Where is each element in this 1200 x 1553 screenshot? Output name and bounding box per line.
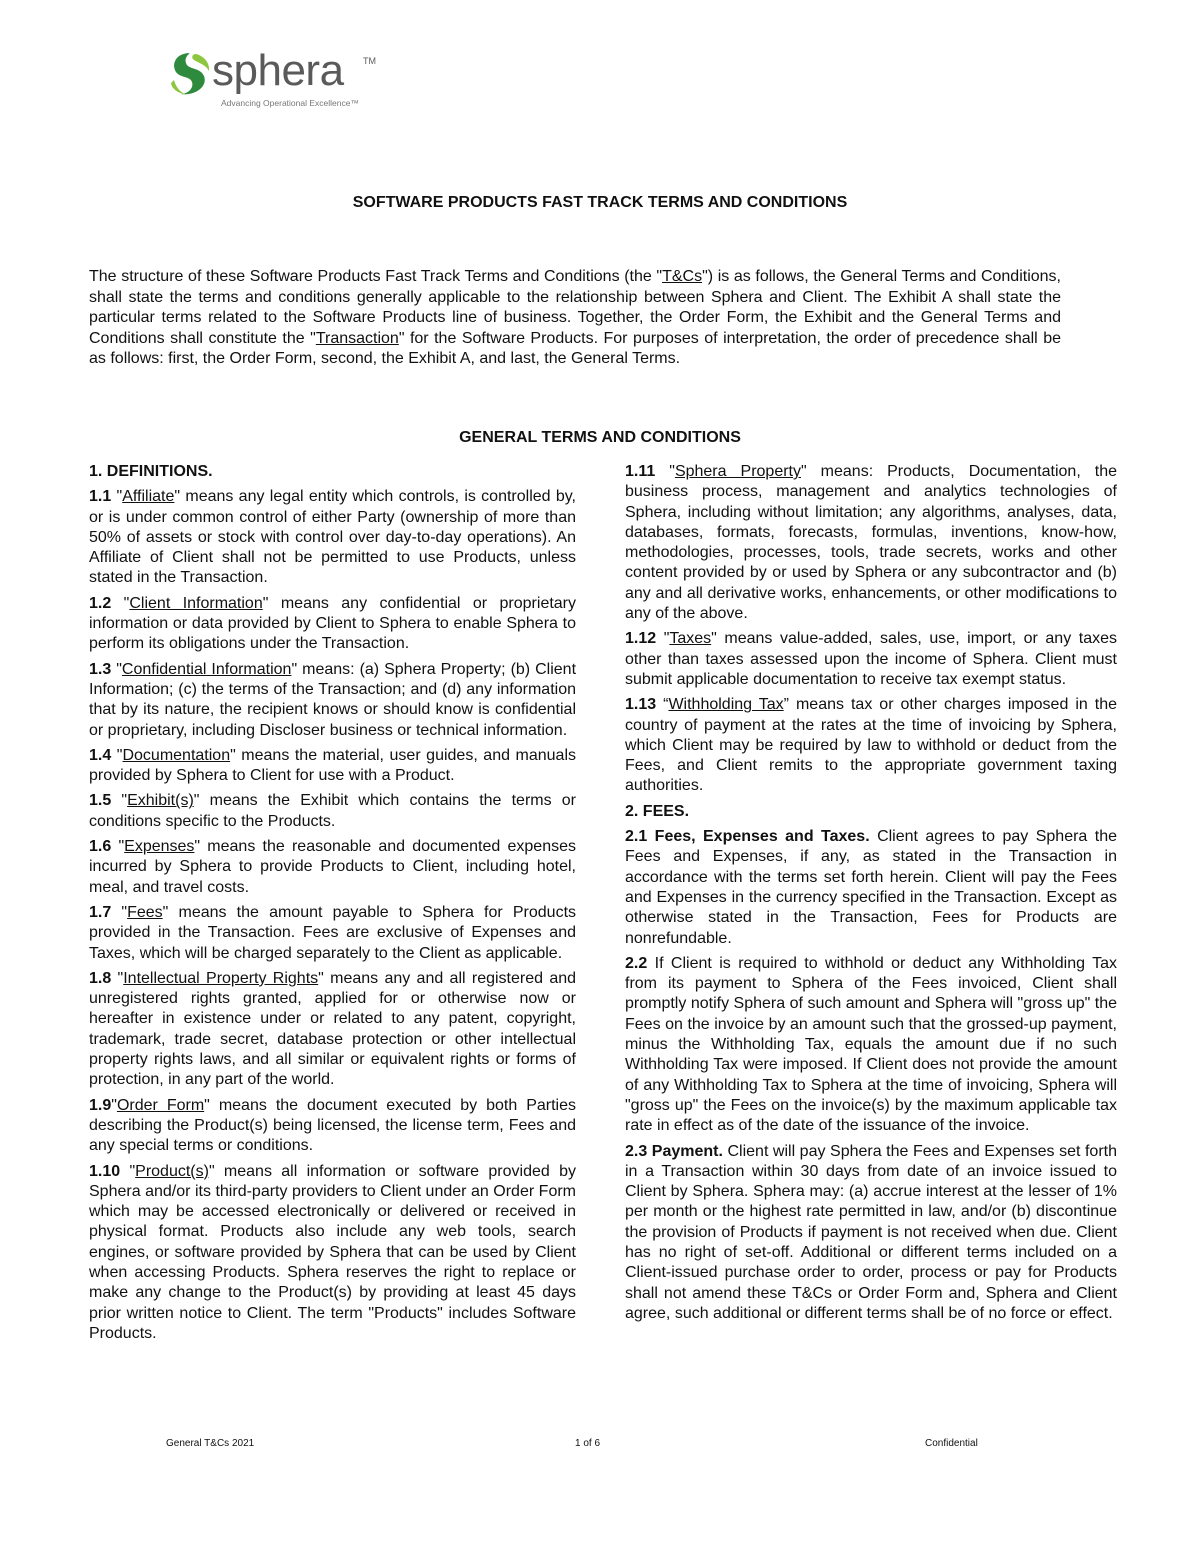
clause-quote: " bbox=[111, 660, 122, 678]
definition-clause bbox=[89, 487, 576, 588]
definition-clause bbox=[625, 695, 1117, 796]
intro-text-2: ") is as follows, the General Terms and Conditions, shall state the terms and conditions generally applicable to the relationship between Sphera and Client. The Exhibit A shall state the particular terms related to the Software Products line of business. Together, the Order Form, the Exhibit and the General Terms and Conditions shall constitute the " bbox=[89, 268, 1062, 347]
defined-term: Order Form bbox=[116, 1096, 205, 1114]
definition-clause bbox=[89, 969, 576, 1091]
definition-clause bbox=[89, 746, 576, 787]
clause-number: 1.9 bbox=[89, 1096, 112, 1114]
defined-term: Documentation bbox=[122, 746, 231, 764]
fees-clause bbox=[625, 954, 1117, 1137]
clause-quote: " bbox=[111, 792, 128, 810]
clause-text: " means any confidential or proprietary information or data provided by Client to Sphera to enable Sphera to perform its obligations under the Transaction. bbox=[89, 594, 577, 653]
clause-number: 2.3 bbox=[625, 1142, 648, 1160]
defined-term: Confidential Information bbox=[121, 660, 292, 678]
clause-text: " means: (a) Sphera Property; (b) Client Information; (c) the terms of the Transaction; and (d) any information that by its nature, the recipient knows or should know is confidential or proprietary, including Discloser business or technical information. bbox=[89, 660, 577, 739]
defined-term: Client Information bbox=[129, 594, 263, 612]
clause-text: " means the Exhibit which contains the terms or conditions specific to the Products. bbox=[89, 792, 577, 830]
clause-quote: " bbox=[111, 594, 130, 612]
logo-trademark: TM bbox=[363, 56, 376, 66]
clause-number: 1.2 bbox=[89, 594, 112, 612]
clause-number: 1.10 bbox=[89, 1162, 121, 1180]
intro-term-transaction: Transaction bbox=[315, 329, 399, 347]
right-definitions-list bbox=[625, 462, 1117, 797]
clause-quote: " bbox=[655, 463, 675, 480]
clause-number: 1.1 bbox=[89, 488, 112, 506]
definition-clause bbox=[89, 1162, 576, 1345]
defined-term: Withholding Tax bbox=[668, 696, 784, 714]
general-terms-heading: GENERAL TERMS AND CONDITIONS bbox=[459, 429, 741, 446]
clause-number: 1.7 bbox=[89, 903, 112, 921]
defined-term: Product(s) bbox=[135, 1162, 209, 1180]
intro-paragraph bbox=[89, 267, 1061, 370]
clause-text: " means the material, user guides, and manuals provided by Sphera to Client for use with a Product. bbox=[89, 746, 576, 785]
clause-quote: " bbox=[120, 1162, 136, 1180]
clause-text: " means all information or software provided by Sphera and/or its third-party providers to Client under an Order Form which may be accessed electronically or delivered or received in physical format. Products also include any web tools, search engines, or software provided by Sphera that can be used by Client when accessing Products. Sphera reserves the right to replace or make any change to the Product(s) by providing at least 45 days prior written notice to Client. The term "Products" includes Software Products. bbox=[89, 1162, 576, 1342]
clause-number: 1.5 bbox=[89, 792, 112, 810]
fees-clause bbox=[625, 827, 1117, 949]
intro-text-1: The structure of these Software Products Fast Track Terms and Conditions (the " bbox=[89, 268, 663, 285]
clause-quote: “ bbox=[656, 696, 669, 714]
intro-text-3: " for the Software Products. For purposes of interpretation, the order of precedence shall be as follows: first, the Order Form, second, the Exhibit A, and last, the General Terms. bbox=[89, 329, 1062, 367]
definition-clause bbox=[89, 594, 576, 655]
clause-quote: " bbox=[111, 488, 123, 506]
clause-text: ” means tax or other charges imposed in the country of payment at the rates at the time of invoicing by Sphera, which Client may be required by law to withhold or deduct from the Fees, and Client remits to the appropriate government taxing authorities. bbox=[625, 696, 1118, 795]
clause-number: 1.3 bbox=[89, 660, 112, 678]
clause-text: " means any legal entity which controls, is controlled by, or is under common control of either Party (ownership of more than 50% of assets or stock with control over day-to-day operations). An Affiliate of Client shall not be permitted to use Products, unless stated in the Transaction. bbox=[89, 488, 577, 587]
clause-quote: " bbox=[656, 630, 670, 648]
clause-number: 1.4 bbox=[89, 746, 112, 764]
definition-clause bbox=[89, 660, 576, 741]
sphera-logo bbox=[166, 46, 396, 114]
defined-term: Sphera Property bbox=[674, 463, 801, 480]
definition-clause bbox=[625, 462, 1117, 624]
footer-page-number: 1 of 6 bbox=[575, 1438, 601, 1449]
defined-term: Affiliate bbox=[122, 488, 175, 506]
footer-classification: Confidential bbox=[925, 1438, 978, 1449]
fees-clause bbox=[625, 1142, 1117, 1325]
clause-text: " means the reasonable and documented expenses incurred by Sphera to provide Products to Client, including hotel, meal, and travel costs. bbox=[89, 838, 576, 896]
logo-tagline: Advancing Operational Excellence™ bbox=[221, 98, 359, 108]
defined-term: Intellectual Property Rights bbox=[123, 969, 319, 987]
clause-number: 1.6 bbox=[89, 838, 112, 856]
clause-text: " means the document executed by both Parties describing the Product(s) being licensed, the license term, Fees and any special terms or conditions. bbox=[89, 1096, 577, 1155]
defined-term: Fees bbox=[127, 903, 163, 921]
definition-clause bbox=[89, 837, 576, 898]
definition-clause bbox=[89, 903, 576, 964]
clause-number: 1.13 bbox=[625, 696, 657, 714]
clause-number: 2.2 bbox=[625, 954, 648, 972]
clause-text: " means: Products, Documentation, the business process, management and analytics technologies of Sphera, including without limitation; any algorithms, analyses, data, databases, formats, forecasts, formulas, inventions, know-how, methodologies, processes, tools, trade secrets, works and other content provided by or used by Sphera or any subcontractor and (b) any and all derivative works, enhancements, or other modifications to any of the above. bbox=[625, 463, 1117, 623]
clause-text: " means value-added, sales, use, import, or any taxes other than taxes assessed upon the income of Sphera. Client must submit applicable documentation to receive tax exempt status. bbox=[625, 630, 1118, 688]
clause-text: " means any and all registered and unregistered rights granted, applied for or otherwise now or hereafter in existence under or related to any patent, copyright, trademark, trade secret, database protection or other intellectual property rights laws, and all similar or equivalent rights or forms of protection, in any part of the world. bbox=[89, 969, 577, 1089]
left-definitions-list bbox=[89, 487, 576, 1344]
left-column bbox=[89, 462, 576, 1349]
definition-clause bbox=[89, 1096, 576, 1157]
sphera-leaf-icon bbox=[166, 50, 214, 98]
clause-text: Client will pay Sphera the Fees and Expenses set forth in a Transaction within 30 days from date of an invoice issued to Client by Sphera. Sphera may: (a) accrue interest at the lesser of 1% per month or the highest rate permitted in law, and/or (b) discontinue the provision of Products if payment is not received when due. Client has no right of set-off. Additional or different terms included on a Client-issued purchase order to order, process or pay for Products shall not amend these T&Cs or Order Form and, Sphera and Client agree, such additional or different terms shall be of no force or effect. bbox=[625, 1142, 1117, 1322]
clause-number: 2.1 bbox=[625, 828, 648, 846]
fees-heading: 2. FEES. bbox=[625, 802, 690, 820]
defined-term: Taxes bbox=[669, 630, 712, 648]
clause-lead: Fees, Expenses and Taxes. bbox=[647, 828, 870, 846]
footer-doc-name: General T&Cs 2021 bbox=[166, 1438, 255, 1449]
clause-number: 1.12 bbox=[625, 630, 657, 648]
clause-number: 1.8 bbox=[89, 969, 112, 987]
clause-text: Client agrees to pay Sphera the Fees and Expenses, if any, as stated in the Transaction in accordance with the terms set forth herein. Client will pay the Fees and Expenses in the currency specified in the Transaction. Except as otherwise stated in the Transaction, Fees for Products are nonrefundable. bbox=[625, 828, 1117, 947]
definition-clause bbox=[625, 629, 1117, 690]
clause-text: " means the amount payable to Sphera for Products provided in the Transaction. Fees are exclusive of Expenses and Taxes, which will be charged separately to the Client as applicable. bbox=[89, 903, 577, 962]
definition-clause bbox=[89, 791, 576, 832]
clause-quote: " bbox=[111, 1096, 117, 1114]
definitions-heading: 1. DEFINITIONS. bbox=[89, 463, 213, 480]
clause-quote: " bbox=[111, 969, 124, 987]
document-title: SOFTWARE PRODUCTS FAST TRACK TERMS AND CONDITIONS bbox=[352, 194, 848, 211]
clause-text: If Client is required to withhold or deduct any Withholding Tax from its payment to Sphera of the Fees invoiced, Client shall promptly notify Sphera of such amount and Sphera will "gross up" the Fees on the invoice by an amount such that the grossed-up payment, minus the Withholding Tax, equals the amount due if no such Withholding Tax were imposed. If Client does not provide the amount of any Withholding Tax to Sphera at the time of invoicing, Sphera will "gross up" the Fees on the invoice(s) by the maximum applicable tax rate in effect as of the date of the issuance of the invoice. bbox=[625, 954, 1117, 1135]
defined-term: Expenses bbox=[124, 838, 195, 856]
clause-quote: " bbox=[111, 746, 123, 764]
clause-quote: " bbox=[111, 838, 125, 856]
fees-clauses-list bbox=[625, 827, 1117, 1324]
clause-number: 1.11 bbox=[625, 463, 656, 480]
logo-wordmark: sphera bbox=[212, 46, 344, 95]
intro-term-tcs: T&Cs bbox=[662, 268, 703, 285]
clause-quote: " bbox=[111, 903, 128, 921]
clause-lead: Payment. bbox=[647, 1142, 723, 1160]
defined-term: Exhibit(s) bbox=[127, 792, 194, 810]
right-column bbox=[625, 462, 1117, 1329]
